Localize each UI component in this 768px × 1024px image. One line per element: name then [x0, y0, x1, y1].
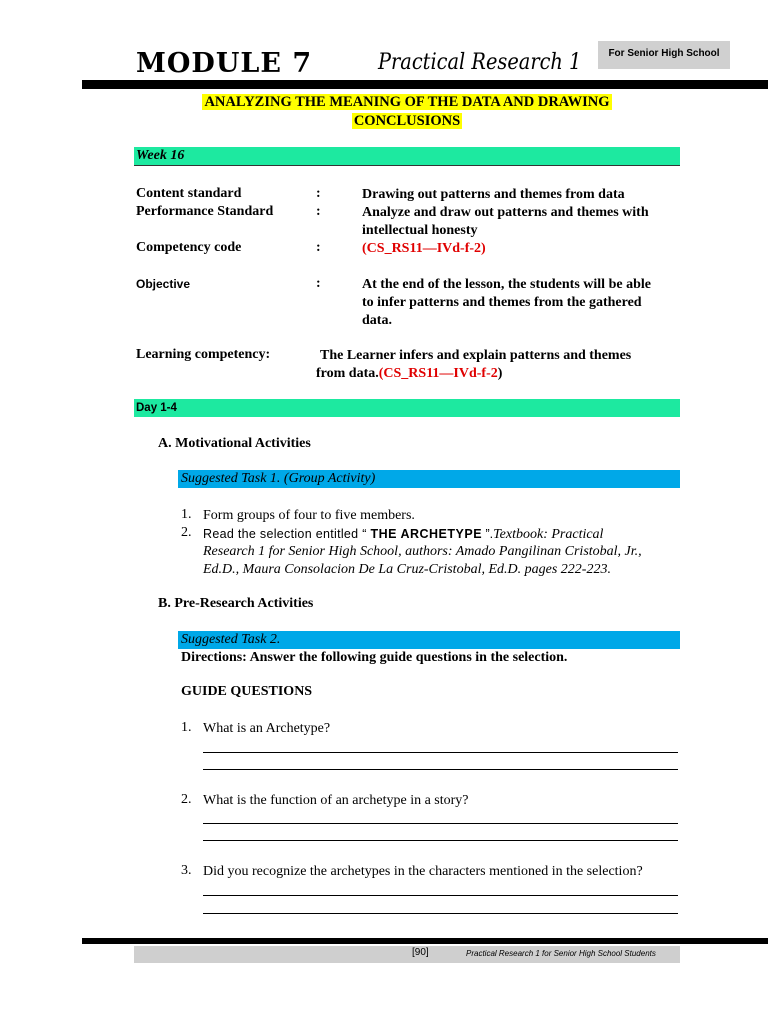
week-bar-rule [134, 165, 680, 166]
answer-line[interactable] [203, 913, 678, 914]
colon: : [316, 204, 321, 219]
textbook-ref-3: Ed.D., Maura Consolacion De La Cruz-Cristobal, Ed.D. pages 222-223. [203, 562, 611, 577]
audience-label: For Senior High School [608, 48, 720, 59]
task-1-label: Suggested Task 1. (Group Activity) [181, 471, 376, 486]
question-number: 3. [181, 863, 192, 878]
colon: : [316, 276, 321, 291]
question-text: Did you recognize the archetypes in the characters mentioned in the selection? [203, 864, 643, 879]
section-b-heading: B. Pre-Research Activities [158, 596, 314, 611]
answer-line[interactable] [203, 752, 678, 753]
content-standard-label: Content standard [136, 186, 242, 201]
textbook-ref-2: Research 1 for Senior High School, authors: Amado Pangilinan Cristobal, Jr., [203, 544, 642, 559]
read-prefix: Read the selection entitled “ [203, 527, 371, 541]
task-2-label: Suggested Task 2. [181, 632, 281, 647]
list-item-number: 1. [181, 507, 192, 522]
document-title [140, 93, 674, 131]
objective-line-3: data. [362, 313, 392, 328]
day-label: Day 1-4 [136, 402, 177, 414]
week-bar [134, 147, 680, 165]
question-number: 1. [181, 720, 192, 735]
question-number: 2. [181, 792, 192, 807]
objective-line-1: At the end of the lesson, the students will be able [362, 277, 651, 292]
list-item-read-selection [203, 525, 603, 544]
directions: Directions: Answer the following guide questions in the selection. [181, 650, 568, 665]
performance-standard-value-1: Analyze and draw out patterns and themes with [362, 205, 649, 220]
module-title: MODULE 7 [136, 48, 313, 79]
learning-line-2-code: (CS_RS11—IVd-f-2 [378, 366, 498, 381]
colon: : [316, 240, 321, 255]
paren-close: ) [481, 241, 486, 256]
objective-line-2: to infer patterns and themes from the gathered [362, 295, 642, 310]
selection-quote: ”. [482, 527, 494, 541]
learning-line-2-suffix: ) [497, 366, 503, 381]
guide-questions-heading: GUIDE QUESTIONS [181, 684, 313, 699]
list-item-text: Form groups of four to five members. [203, 508, 415, 523]
week-label: Week 16 [136, 148, 185, 163]
learning-competency-line-1: The Learner infers and explain patterns and themes [320, 348, 632, 363]
textbook-ref-1: Textbook: Practical [493, 527, 604, 542]
page-number: [90] [412, 947, 429, 958]
content-standard-value: Drawing out patterns and themes from data [362, 187, 625, 202]
section-a-heading: A. Motivational Activities [158, 436, 311, 451]
competency-code-value [362, 240, 486, 258]
competency-code-label: Competency code [136, 240, 242, 255]
answer-line[interactable] [203, 840, 678, 841]
footer-text: Practical Research 1 for Senior High School Students [466, 949, 656, 958]
paren-open: ( [362, 241, 367, 256]
learning-competency-label: Learning competency: [136, 347, 271, 362]
answer-line[interactable] [203, 769, 678, 770]
answer-line[interactable] [203, 895, 678, 896]
selection-title: THE ARCHETYPE [370, 527, 483, 541]
competency-code: CS_RS11—IVd-f-2 [366, 241, 482, 256]
colon: : [316, 186, 321, 201]
footer-rule [82, 938, 768, 944]
list-item-number: 2. [181, 525, 192, 540]
question-text: What is the function of an archetype in a story? [203, 793, 469, 808]
answer-line[interactable] [203, 823, 678, 824]
day-bar [134, 399, 680, 417]
objective-label: Objective [136, 277, 191, 291]
title-line-2: CONCLUSIONS [353, 113, 461, 129]
subject-title: Practical Research 1 [378, 50, 582, 75]
question-text: What is an Archetype? [203, 721, 331, 736]
performance-standard-label: Performance Standard [136, 204, 274, 219]
header-rule [82, 80, 768, 89]
performance-standard-value-2: intellectual honesty [362, 223, 478, 238]
title-line-1: ANALYZING THE MEANING OF THE DATA AND DRAWING [204, 94, 610, 110]
learning-competency-line-2 [316, 365, 502, 383]
learning-line-2-prefix: from data. [316, 366, 379, 381]
